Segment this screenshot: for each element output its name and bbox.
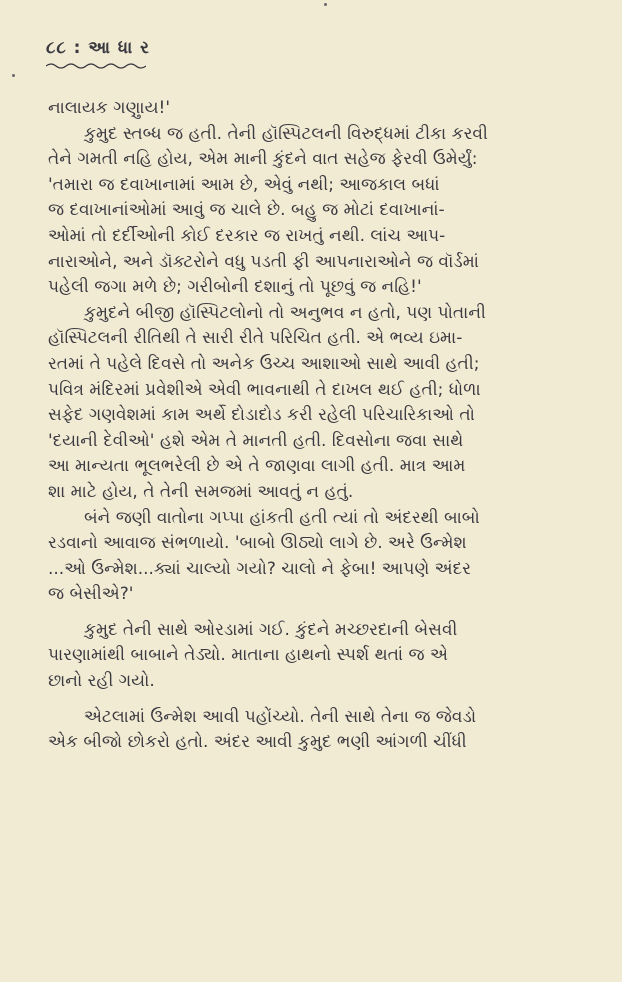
text-line: ...ઓ ઉન્મેશ...ક્યાં ચાલ્યો ગયો? ચાલો ને ફેબા! આપણે અંદર (48, 558, 471, 579)
text-line: પારણામાંથી બાબાને તેડ્યો. માતાના હાથનો સ્પર્શ થતાં જ એ (48, 645, 448, 666)
text-line: તેને ગમતી નહિ હોય, એમ માની કુંદને વાત સહેજ ફેરવી ઉમેર્યું: (48, 149, 478, 170)
text-line: આ માન્યતા ભૂલભરેલી છે એ તે જાણવા લાગી હતી. માત્ર આમ (48, 456, 466, 477)
speck-mark (324, 3, 327, 6)
text-line: જ બેસીએ?' (48, 584, 134, 605)
text-line: રડવાનો આવાજ સંભળાયો. 'બાબો ઊઠ્યો લાગે છે. અરે ઉન્મેશ (48, 533, 467, 554)
text-line: પવિત્ર મંદિરમાં પ્રવેશીએ એવી ભાવનાથી તે દાખલ થઈ હતી; ધોળા (48, 379, 481, 400)
paragraph (48, 705, 582, 756)
speck-mark (12, 74, 15, 77)
text-line: નાલાયક ગણુાય!' (48, 98, 170, 118)
text-line: પહેલી જગા મળે છે; ગરીબોની દશાનું તો પૂછવું જ નહિ!' (48, 277, 422, 298)
page-body (48, 96, 582, 756)
text-line: સફેદ ગણવેશમાં કામ અર્થે દોડાદોડ કરી રહેલી પરિચારિકાઓ તો (48, 405, 475, 426)
paragraph (48, 506, 582, 608)
text-line: જ દવાખાનાંઓમાં આવું જ ચાલે છે. બહુ જ મોટાં દવાખાનાં- (48, 200, 445, 221)
paragraph (48, 618, 582, 695)
page-header: ૮૮ : આ ધા ર (46, 38, 150, 58)
text-line: 'દયાની દેવીઓ' હશે એમ તે માનતી હતી. દિવસોના જવા સાથે (48, 430, 464, 451)
text-line: એક બીજો છોકરો હતો. અંદર આવી કુમુદ ભણી આંગળી ચીંધી (48, 732, 467, 753)
text-line: 'તમારા જ દવાખાનામાં આમ છે, એવું નથી; આજકાલ બધાં (48, 174, 440, 195)
text-line: કુમુદને બીજી હૉસ્પિટલોનો તો અનુભવ ન હતો, પણ પોતાની (84, 302, 486, 323)
text-line: કુમુદ સ્તબ્ધ જ હતી. તેની હૉસ્પિટલની વિરુદ્ધમાં ટીકા કરવી (84, 123, 488, 144)
text-line: રતમાં તે પહેલે દિવસે તો અનેક ઉચ્ચ આશાઓ સાથે આવી હતી; (48, 353, 480, 374)
paragraph (48, 122, 582, 301)
text-line: હૉસ્પિટલની રીતિથી તે સારી રીતે પરિચિત હતી. એ ભવ્ય ઇમા- (48, 328, 463, 349)
text-line: એટલામાં ઉન્મેશ આવી પહોંચ્યો. તેની સાથે તેના જ જેવડો (84, 706, 477, 727)
header-ornament (46, 62, 146, 70)
paragraph (48, 301, 582, 506)
text-line: છાનો રહી ગયો. (48, 671, 155, 692)
text-line: કુમુદ તેની સાથે ઓરડામાં ગઈ. કુંદને મચ્છરદાની બેસવી (84, 619, 458, 640)
text-line: ઓમાં તો દર્દીઓની કોઈ દરકાર જ રાખતું નથી. લાંચ આપ- (48, 225, 446, 246)
text-line: નારાઓને, અને ડૉક્ટરોને વધુ પડતી ફી આપનારાઓને જ વૉર્ડમાં (48, 251, 479, 272)
paragraph (48, 96, 582, 122)
text-line: શા માટે હોય, તે તેની સમજમાં આવતું ન હતું. (48, 481, 354, 502)
text-line: બંને જણી વાતોના ગપ્પા હાંકતી હતી ત્યાં તો અંદરથી બાબો (84, 507, 480, 528)
